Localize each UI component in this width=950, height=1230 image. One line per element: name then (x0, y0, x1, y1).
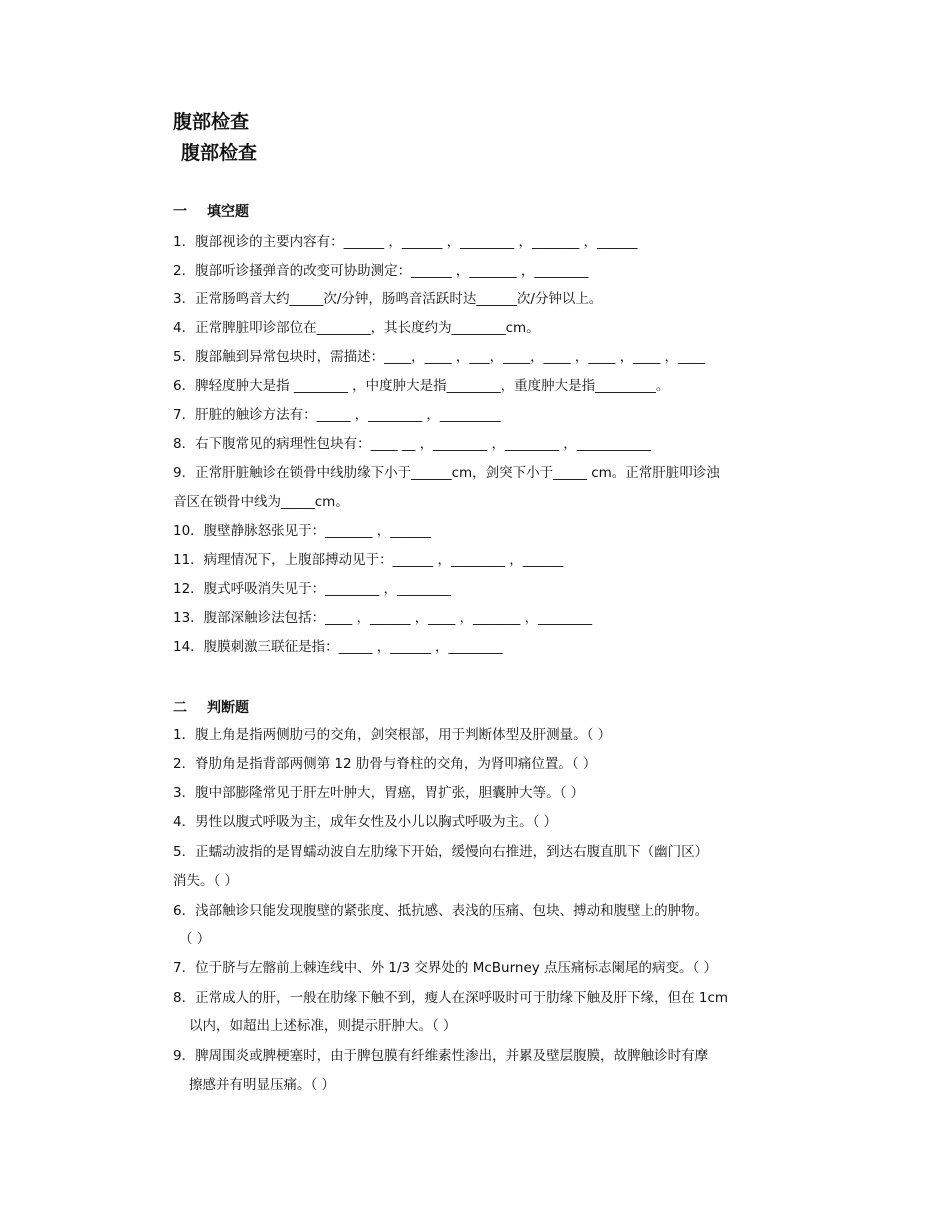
section-label: 判断题 (207, 700, 249, 716)
section-heading-fill-blank (173, 201, 249, 221)
fill-blank-item: 8．右下腹常见的病理性包块有：____ __ ，________ ，________ ，___________ (173, 436, 652, 452)
true-false-item-continuation: 消失。（ ） (173, 873, 239, 889)
fill-blank-item: 9．正常肝脏触诊在锁骨中线肋缘下小于______cm，剑突下小于_____ cm。正常肝脏叩诊浊 (173, 465, 720, 481)
true-false-item: 4．男性以腹式呼吸为主，成年女性及小儿以胸式呼吸为主。（ ） (173, 814, 558, 830)
fill-blank-item-continuation: 音区在锁骨中线为_____cm。 (173, 494, 349, 510)
true-false-item: 5．正蠕动波指的是胃蠕动波自左肋缘下开始，缓慢向右推进，到达右腹直肌下（幽门区） (173, 844, 709, 860)
fill-blank-item: 12．腹式呼吸消失见于：________ ，________ (173, 581, 451, 597)
true-false-item-continuation: 擦感并有明显压痛。（ ） (189, 1077, 336, 1093)
true-false-item: 1．腹上角是指两侧肋弓的交角，剑突根部，用于判断体型及肝测量。（ ） (173, 727, 612, 743)
true-false-item: 9．脾周围炎或脾梗塞时，由于脾包膜有纤维素性渗出，并累及壁层腹膜，故脾触诊时有摩 (173, 1048, 709, 1064)
true-false-item-continuation: 以内，如超出上述标准，则提示肝肿大。（ ） (189, 1018, 457, 1034)
true-false-item: 8．正常成人的肝，一般在肋缘下触不到，瘦人在深呼吸时可于肋缘下触及肝下缘，但在 1cm (173, 990, 729, 1006)
section-label: 填空题 (207, 204, 249, 220)
fill-blank-item: 10．腹壁静脉怒张见于：_______ ，______ (173, 523, 431, 539)
fill-blank-item: 2．腹部听诊搔弹音的改变可协助测定：______ ，_______ ，________ (173, 263, 589, 279)
fill-blank-item: 5．腹部触到异常包块时，需描述：____，____ ，___，____，____ ，____ ，____ ，____ (173, 349, 706, 365)
fill-blank-item: 11．病理情况下，上腹部搏动见于：______ ，________ ，______ (173, 552, 564, 568)
true-false-item-continuation: （ ） (179, 931, 211, 947)
fill-blank-item: 4．正常脾脏叩诊部位在________，其长度约为________cm。 (173, 320, 540, 336)
true-false-item: 3．腹中部膨隆常见于肝左叶肿大，胃癌，胃扩张，胆囊肿大等。（ ） (173, 785, 585, 801)
true-false-item: 2．脊肋角是指背部两侧第 12 肋骨与脊柱的交角，为肾叩痛位置。（ ） (173, 756, 597, 772)
page-title: 腹部检查 (173, 111, 250, 133)
page-subtitle: 腹部检查 (181, 142, 258, 164)
section-number: 二 (173, 700, 187, 716)
fill-blank-item: 6．脾轻度肿大是指 ________ ，中度肿大是指________，重度肿大是指_________。 (173, 378, 670, 394)
fill-blank-item: 14．腹膜刺激三联征是指：_____ ，______ ，________ (173, 639, 503, 655)
true-false-item: 6．浅部触诊只能发现腹壁的紧张度、抵抗感、表浅的压痛、包块、搏动和腹壁上的肿物。 (173, 903, 709, 919)
section-heading-true-false (173, 697, 249, 717)
fill-blank-item: 1．腹部视诊的主要内容有：______ ，______ ，________ ，_______ ，______ (173, 234, 638, 250)
fill-blank-item: 3．正常肠鸣音大约_____次/分钟，肠鸣音活跃时达______次/分钟以上。 (173, 291, 603, 307)
fill-blank-item: 13．腹部深触诊法包括：____ ，______ ，____ ，_______ ，________ (173, 610, 593, 626)
fill-blank-item: 7．肝脏的触诊方法有：_____ ，________ ，_________ (173, 407, 501, 423)
section-number: 一 (173, 204, 187, 220)
true-false-item: 7．位于脐与左髂前上棘连线中、外 1/3 交界处的 McBurney 点压痛标志阑尾的病变。（ ） (173, 960, 718, 976)
